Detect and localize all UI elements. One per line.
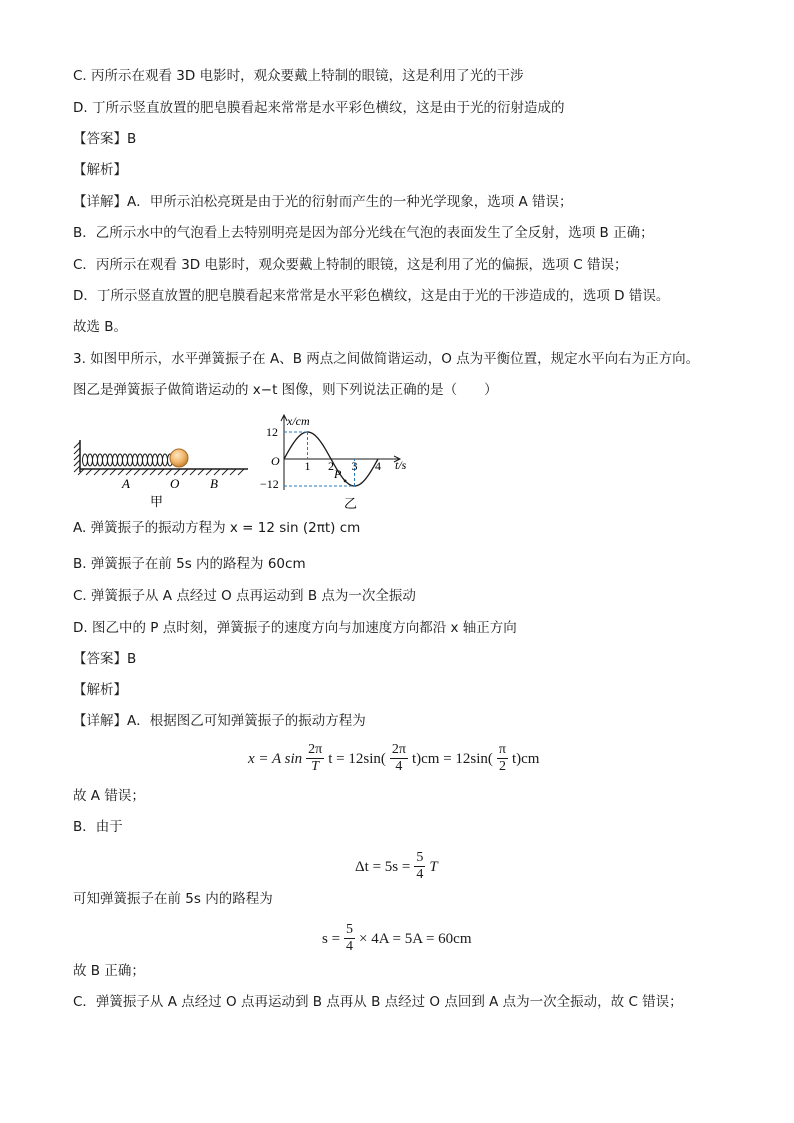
figure-jia-spring-oscillator xyxy=(70,432,255,514)
y-axis-label: x/cm xyxy=(287,414,310,428)
x-axis-label: t/s xyxy=(395,458,407,472)
eq1-fraction-3: $\frac{\pi}{2}$ xyxy=(498,742,506,774)
x-tick-label: 3 xyxy=(351,459,358,473)
detail-1-d: D．丁所示竖直放置的肥皂膜看起来常常是水平彩色横纹，这是由于光的干涉造成的，选项 D 错误。 xyxy=(73,288,670,304)
origin-label: O xyxy=(271,454,280,468)
figure-jia-caption: 甲 xyxy=(150,494,164,509)
eq2-fraction: $\frac{5}{4}$ xyxy=(416,850,424,882)
eq1-end: t)cm xyxy=(511,750,540,767)
eq1-fraction-2: $\frac{2\pi}{4}$ xyxy=(391,742,406,774)
detail-2-c: C．弹簧振子从 A 点经过 O 点再运动到 B 点再从 B 点经过 O 点回到 A 点为一次全振动，故 C 错误； xyxy=(73,994,683,1010)
b-due-to: B．由于 xyxy=(73,819,123,835)
figure-yi-xt-graph xyxy=(258,408,418,516)
option-a: A. 弹簧振子的振动方程为 x = 12 sin (2πt) cm xyxy=(73,520,361,536)
wrong-a: 故 A 错误； xyxy=(73,788,145,804)
analysis-label-2: 【解析】 xyxy=(73,682,127,698)
y-tick-label-neg: −12 xyxy=(260,477,279,491)
eq1-mid2: t)cm = 12sin( xyxy=(411,750,493,767)
eq3-lhs: s = xyxy=(322,930,341,947)
eq1-lhs: x = A sin xyxy=(248,750,303,767)
correct-b: 故 B 正确； xyxy=(73,963,145,979)
question-3-line-2: 图乙是弹簧振子做简谐运动的 x−t 图像，则下列说法正确的是（ ） xyxy=(73,382,498,398)
option-c: C. 弹簧振子从 A 点经过 O 点再运动到 B 点为一次全振动 xyxy=(73,588,416,604)
eq3-end: × 4A = 5A = 60cm xyxy=(359,930,472,947)
point-b-label: B xyxy=(210,476,218,491)
figure-yi-caption: 乙 xyxy=(344,496,358,511)
choose-1: 故选 B。 xyxy=(73,319,128,335)
y-tick-label-pos: 12 xyxy=(266,425,278,439)
path-intro: 可知弹簧振子在前 5s 内的路程为 xyxy=(73,891,273,907)
answer-label-1: 【答案】B xyxy=(73,131,137,147)
equation-vibration xyxy=(248,742,539,775)
detail-1-a: 【详解】A．甲所示泊松亮斑是由于光的衍射而产生的一种光学现象，选项 A 错误； xyxy=(73,194,573,210)
option-d-prev: D. 丁所示竖直放置的肥皂膜看起来常常是水平彩色横纹，这是由于光的衍射造成的 xyxy=(73,100,565,116)
detail-1-c: C．丙所示在观看 3D 电影时，观众要戴上特制的眼镜，这是利用了光的偏振，选项 C 错误； xyxy=(73,257,628,273)
eq1-fraction-1: $\frac{2\pi}{T}$ xyxy=(308,742,323,774)
x-tick-label: 2 xyxy=(328,459,334,473)
analysis-label-1: 【解析】 xyxy=(73,162,127,178)
option-b: B. 弹簧振子在前 5s 内的路程为 60cm xyxy=(73,556,306,572)
equation-delta-t xyxy=(355,850,438,883)
eq2-lhs: Δt = 5s = xyxy=(355,858,411,875)
eq1-mid: t = 12sin( xyxy=(328,750,386,767)
option-d: D. 图乙中的 P 点时刻，弹簧振子的速度方向与加速度方向都沿 x 轴正方向 xyxy=(73,620,517,636)
x-tick-label: 4 xyxy=(375,459,381,473)
p-point-label: P xyxy=(334,467,342,481)
detail-1-b: B．乙所示水中的气泡看上去特别明亮是因为部分光线在气泡的表面发生了全反射，选项 B 正确； xyxy=(73,225,654,241)
eq2-end: T xyxy=(429,858,438,875)
question-3-line-1: 3. 如图甲所示，水平弹簧振子在 A、B 两点之间做简谐运动，O 点为平衡位置，规定水平向右为正方向。 xyxy=(73,351,700,367)
x-tick-label: 1 xyxy=(304,459,311,473)
point-a-label: A xyxy=(122,476,130,491)
point-o-label: O xyxy=(170,476,180,491)
detail-2-a: 【详解】A．根据图乙可知弹簧振子的振动方程为 xyxy=(73,713,366,729)
oscillator-ball xyxy=(170,449,188,467)
equation-path xyxy=(322,922,472,955)
p-point-marker xyxy=(344,479,347,482)
eq3-fraction: $\frac{5}{4}$ xyxy=(346,922,354,954)
answer-label-2: 【答案】B xyxy=(73,651,137,667)
option-c-prev: C. 丙所示在观看 3D 电影时，观众要戴上特制的眼镜，这是利用了光的干涉 xyxy=(73,68,524,84)
